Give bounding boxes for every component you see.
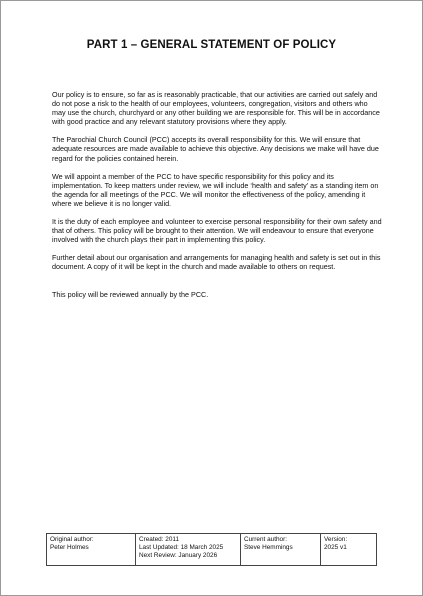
version-cell (321, 534, 377, 566)
policy-paragraph: We will appoint a member of the PCC to have specific responsibility for this policy and its implementation. To keep matters under review, we will include ‘health and safety’ as a standing item on the agenda for all meetings of the PCC. We will monitor the effectiveness of the policy, amending it where we believe it is no longer valid. (52, 171, 379, 208)
policy-paragraph: Further detail about our organisation and arrangements for managing health and safety is set out in this document. A copy of it will be kept in the church and made available to others on request. (52, 253, 381, 272)
document-footer-table (46, 533, 377, 566)
created-date: Created: 2011 (139, 536, 180, 543)
current-author-label: Current author: (244, 536, 287, 543)
policy-paragraph: This policy will be reviewed annually by the PCC. (52, 289, 209, 299)
policy-paragraph: Our policy is to ensure, so far as is reasonably practicable, that our activities are carried out safely and do not pose a risk to the health of our employees, volunteers, congregation, visitors and others who may use the church, churchyard or any other building we are responsible for. This will be in accordance with good practice and any relevant statutory provisions where they apply. (52, 90, 380, 127)
dates-cell (136, 534, 241, 566)
policy-paragraph: It is the duty of each employee and volunteer to exercise personal responsibility for their own safety and that of others. This policy will be brought to their attention. We will endeavour to ensure that everyone involved with the church plays their part in implementing this policy. (52, 217, 382, 245)
original-author-value: Peter Holmes (50, 544, 89, 551)
policy-body (52, 90, 382, 308)
page-heading: PART 1 – GENERAL STATEMENT OF POLICY (86, 39, 337, 51)
current-author-cell (241, 534, 321, 566)
current-author-value: Steve Hemmings (244, 544, 293, 551)
version-label: Version: (324, 536, 348, 543)
original-author-cell (47, 534, 136, 566)
policy-paragraph: The Parochial Church Council (PCC) accepts its overall responsibility for this. We will ensure that adequate resources are made available to achieve this objective. Any decisions we make will have due regard for the policies contained herein. (52, 135, 379, 163)
next-review-date: Next Review: January 2026 (139, 552, 218, 559)
last-updated-date: Last Updated: 18 March 2025 (139, 544, 224, 551)
original-author-label: Original author: (50, 536, 94, 543)
version-value: 2025 v1 (324, 544, 347, 551)
